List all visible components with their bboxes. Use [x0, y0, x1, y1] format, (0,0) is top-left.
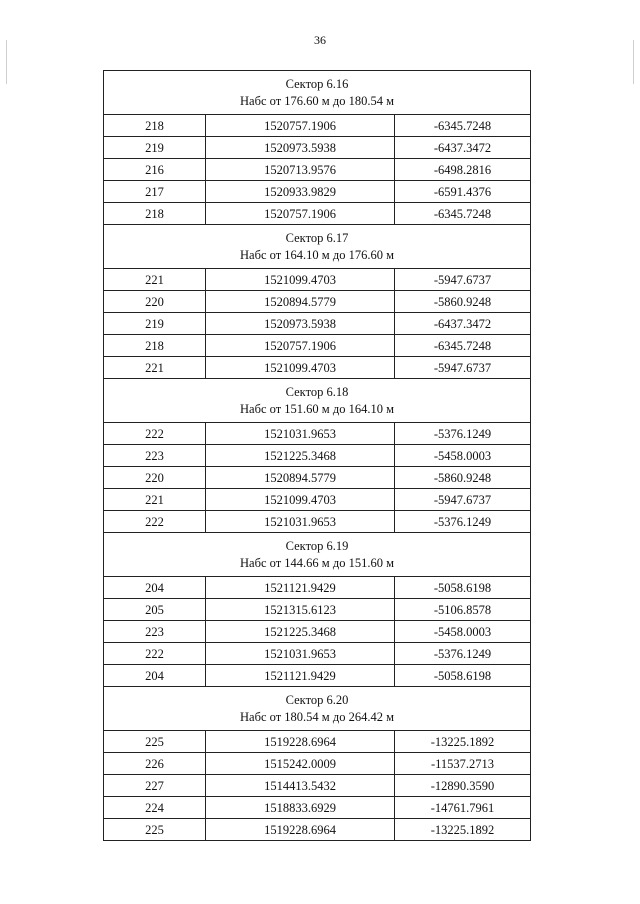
y-coordinate-cell: -5058.6198 — [395, 577, 531, 599]
table-row — [104, 577, 531, 599]
table-row — [104, 445, 531, 467]
point-number-cell: 218 — [104, 335, 206, 357]
y-coordinate-cell: -6437.3472 — [395, 313, 531, 335]
table-row — [104, 599, 531, 621]
sector-header-row — [104, 225, 531, 269]
page-number: 36 — [314, 33, 326, 47]
x-coordinate-cell: 1520757.1906 — [206, 335, 395, 357]
x-coordinate-cell: 1520933.9829 — [206, 181, 395, 203]
y-coordinate-cell: -5947.6737 — [395, 269, 531, 291]
y-coordinate-cell: -5376.1249 — [395, 423, 531, 445]
point-number-cell: 225 — [104, 731, 206, 753]
sector-title: Сектор 6.20 — [285, 692, 349, 707]
point-number-cell: 221 — [104, 357, 206, 379]
point-number-cell: 219 — [104, 313, 206, 335]
x-coordinate-cell: 1521031.9653 — [206, 511, 395, 533]
point-number-cell: 218 — [104, 203, 206, 225]
y-coordinate-cell: -5860.9248 — [395, 467, 531, 489]
x-coordinate-cell: 1515242.0009 — [206, 753, 395, 775]
y-coordinate-cell: -6345.7248 — [395, 203, 531, 225]
point-number-cell: 223 — [104, 621, 206, 643]
x-coordinate-cell: 1519228.6964 — [206, 819, 395, 841]
point-number-cell: 216 — [104, 159, 206, 181]
y-coordinate-cell: -13225.1892 — [395, 819, 531, 841]
x-coordinate-cell: 1520894.5779 — [206, 467, 395, 489]
sector-elevation-range: Набс от 180.54 м до 264.42 м — [240, 709, 394, 724]
sector-header-row — [104, 533, 531, 577]
x-coordinate-cell: 1521031.9653 — [206, 643, 395, 665]
y-coordinate-cell: -12890.3590 — [395, 775, 531, 797]
y-coordinate-cell: -5376.1249 — [395, 643, 531, 665]
x-coordinate-cell: 1521099.4703 — [206, 489, 395, 511]
y-coordinate-cell: -6345.7248 — [395, 335, 531, 357]
point-number-cell: 218 — [104, 115, 206, 137]
table-row — [104, 357, 531, 379]
y-coordinate-cell: -5947.6737 — [395, 357, 531, 379]
point-number-cell: 204 — [104, 577, 206, 599]
x-coordinate-cell: 1520757.1906 — [206, 115, 395, 137]
table-row — [104, 753, 531, 775]
x-coordinate-cell: 1521315.6123 — [206, 599, 395, 621]
y-coordinate-cell: -6345.7248 — [395, 115, 531, 137]
table-row — [104, 621, 531, 643]
x-coordinate-cell: 1520713.9576 — [206, 159, 395, 181]
y-coordinate-cell: -5376.1249 — [395, 511, 531, 533]
point-number-cell: 227 — [104, 775, 206, 797]
y-coordinate-cell: -5860.9248 — [395, 291, 531, 313]
point-number-cell: 217 — [104, 181, 206, 203]
table-row — [104, 137, 531, 159]
sector-header-cell — [104, 533, 531, 577]
point-number-cell: 204 — [104, 665, 206, 687]
sector-title: Сектор 6.16 — [285, 76, 349, 91]
sector-elevation-range: Набс от 144.66 м до 151.60 м — [240, 555, 394, 570]
y-coordinate-cell: -6437.3472 — [395, 137, 531, 159]
x-coordinate-cell: 1514413.5432 — [206, 775, 395, 797]
table-row — [104, 819, 531, 841]
sector-elevation-range: Набс от 176.60 м до 180.54 м — [240, 93, 394, 108]
table-row — [104, 159, 531, 181]
sector-coordinates-table — [103, 70, 531, 841]
x-coordinate-cell: 1520973.5938 — [206, 313, 395, 335]
table-row — [104, 313, 531, 335]
y-coordinate-cell: -13225.1892 — [395, 731, 531, 753]
sector-title: Сектор 6.19 — [285, 538, 349, 553]
table-body — [104, 71, 531, 841]
point-number-cell: 226 — [104, 753, 206, 775]
point-number-cell: 224 — [104, 797, 206, 819]
table-row — [104, 797, 531, 819]
y-coordinate-cell: -11537.2713 — [395, 753, 531, 775]
point-number-cell: 219 — [104, 137, 206, 159]
x-coordinate-cell: 1521121.9429 — [206, 665, 395, 687]
x-coordinate-cell: 1519228.6964 — [206, 731, 395, 753]
table-row — [104, 511, 531, 533]
table-row — [104, 489, 531, 511]
table-row — [104, 335, 531, 357]
x-coordinate-cell: 1520894.5779 — [206, 291, 395, 313]
y-coordinate-cell: -5458.0003 — [395, 621, 531, 643]
sector-header-row — [104, 71, 531, 115]
sector-elevation-range: Набс от 151.60 м до 164.10 м — [240, 401, 394, 416]
x-coordinate-cell: 1520973.5938 — [206, 137, 395, 159]
table-row — [104, 423, 531, 445]
y-coordinate-cell: -6498.2816 — [395, 159, 531, 181]
table-row — [104, 775, 531, 797]
table-row — [104, 665, 531, 687]
table-row — [104, 269, 531, 291]
x-coordinate-cell: 1521121.9429 — [206, 577, 395, 599]
x-coordinate-cell: 1518833.6929 — [206, 797, 395, 819]
sector-header-row — [104, 687, 531, 731]
y-coordinate-cell: -5058.6198 — [395, 665, 531, 687]
y-coordinate-cell: -5106.8578 — [395, 599, 531, 621]
x-coordinate-cell: 1520757.1906 — [206, 203, 395, 225]
sector-header-cell — [104, 71, 531, 115]
x-coordinate-cell: 1521225.3468 — [206, 445, 395, 467]
table-row — [104, 643, 531, 665]
sector-title: Сектор 6.18 — [285, 384, 349, 399]
x-coordinate-cell: 1521225.3468 — [206, 621, 395, 643]
point-number-cell: 225 — [104, 819, 206, 841]
y-coordinate-cell: -14761.7961 — [395, 797, 531, 819]
x-coordinate-cell: 1521099.4703 — [206, 269, 395, 291]
point-number-cell: 220 — [104, 291, 206, 313]
y-coordinate-cell: -6591.4376 — [395, 181, 531, 203]
sector-header-row — [104, 379, 531, 423]
point-number-cell: 205 — [104, 599, 206, 621]
table-row — [104, 115, 531, 137]
point-number-cell: 221 — [104, 489, 206, 511]
table-row — [104, 203, 531, 225]
point-number-cell: 222 — [104, 511, 206, 533]
y-coordinate-cell: -5458.0003 — [395, 445, 531, 467]
point-number-cell: 221 — [104, 269, 206, 291]
sector-header-cell — [104, 379, 531, 423]
x-coordinate-cell: 1521031.9653 — [206, 423, 395, 445]
point-number-cell: 222 — [104, 643, 206, 665]
point-number-cell: 220 — [104, 467, 206, 489]
sector-header-cell — [104, 225, 531, 269]
x-coordinate-cell: 1521099.4703 — [206, 357, 395, 379]
table-row — [104, 291, 531, 313]
table-row — [104, 467, 531, 489]
point-number-cell: 223 — [104, 445, 206, 467]
y-coordinate-cell: -5947.6737 — [395, 489, 531, 511]
point-number-cell: 222 — [104, 423, 206, 445]
sector-title: Сектор 6.17 — [285, 230, 349, 245]
table-row — [104, 731, 531, 753]
table-row — [104, 181, 531, 203]
sector-elevation-range: Набс от 164.10 м до 176.60 м — [240, 247, 394, 262]
sector-header-cell — [104, 687, 531, 731]
